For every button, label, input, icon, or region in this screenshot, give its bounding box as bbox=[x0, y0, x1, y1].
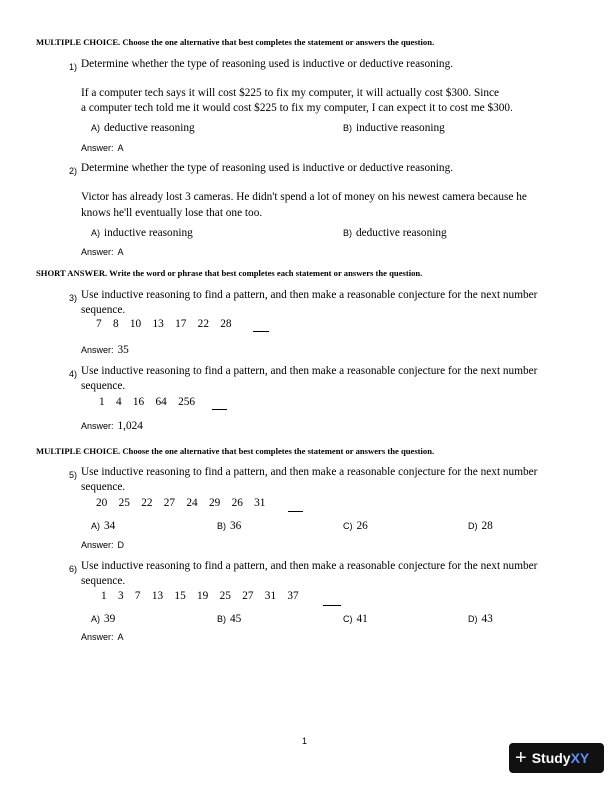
answer-blank bbox=[288, 511, 303, 512]
option-label: A) bbox=[91, 123, 100, 133]
studyxy-logo[interactable] bbox=[509, 743, 604, 773]
option-text: 26 bbox=[356, 520, 368, 532]
answer-value: A bbox=[117, 143, 124, 153]
option-a bbox=[91, 223, 193, 241]
option-text: inductive reasoning bbox=[356, 122, 445, 134]
question-number: 2) bbox=[69, 166, 78, 176]
logo-text-study: Study bbox=[531, 750, 571, 766]
option-label: A) bbox=[91, 228, 100, 238]
answer-blank bbox=[253, 331, 269, 332]
option-text: inductive reasoning bbox=[104, 227, 193, 239]
answer bbox=[81, 535, 124, 553]
option-label: B) bbox=[343, 228, 352, 238]
option-a bbox=[91, 609, 115, 627]
question-prompt: sequence. bbox=[81, 481, 126, 493]
option-label: C) bbox=[343, 521, 353, 531]
option-a bbox=[91, 118, 195, 136]
question-prompt: Use inductive reasoning to find a pattern, and then make a reasonable conjecture for the next number bbox=[81, 365, 538, 377]
section-header-short-answer: SHORT ANSWER. Write the word or phrase that best completes each statement or answers the question. bbox=[36, 268, 423, 278]
answer bbox=[81, 242, 124, 260]
answer-label: Answer: bbox=[81, 540, 114, 550]
answer-blank bbox=[212, 409, 227, 410]
question-prompt: sequence. bbox=[81, 575, 126, 587]
answer-label: Answer: bbox=[81, 632, 114, 642]
option-b bbox=[217, 609, 241, 627]
answer-label: Answer: bbox=[81, 345, 114, 355]
option-c bbox=[343, 516, 368, 534]
question-prompt: sequence. bbox=[81, 304, 126, 316]
option-label: A) bbox=[91, 521, 100, 531]
question-number: 6) bbox=[69, 564, 78, 574]
option-label: D) bbox=[468, 521, 478, 531]
question-body: knows he'll eventually lose that one too. bbox=[81, 207, 263, 219]
option-label: C) bbox=[343, 614, 353, 624]
answer-blank bbox=[323, 605, 341, 606]
option-text: 43 bbox=[481, 613, 493, 625]
option-text: 41 bbox=[356, 613, 368, 625]
answer bbox=[81, 340, 129, 358]
option-a bbox=[91, 516, 115, 534]
option-text: 36 bbox=[230, 520, 242, 532]
answer-value: D bbox=[117, 540, 125, 550]
option-text: deductive reasoning bbox=[356, 227, 447, 239]
page-number: 1 bbox=[302, 736, 308, 746]
answer-label: Answer: bbox=[81, 143, 114, 153]
option-d bbox=[468, 516, 493, 534]
question-prompt: Determine whether the type of reasoning used is inductive or deductive reasoning. bbox=[81, 162, 454, 174]
answer-value: 1,024 bbox=[117, 420, 143, 432]
question-prompt: Determine whether the type of reasoning used is inductive or deductive reasoning. bbox=[81, 58, 454, 70]
question-prompt: Use inductive reasoning to find a pattern, and then make a reasonable conjecture for the next number bbox=[81, 289, 538, 301]
question-body: a computer tech told me it would cost $225 to fix my computer, I can expect it to cost me $300. bbox=[81, 102, 513, 114]
option-c bbox=[343, 609, 368, 627]
option-label: D) bbox=[468, 614, 478, 624]
question-body: Victor has already lost 3 cameras. He didn't spend a lot of money on his newest camera because he bbox=[81, 191, 527, 203]
answer-value: A bbox=[117, 247, 124, 257]
section-header-multiple-choice: MULTIPLE CHOICE. Choose the one alternative that best completes the statement or answers the question. bbox=[36, 446, 435, 456]
option-label: A) bbox=[91, 614, 100, 624]
option-text: 39 bbox=[104, 613, 116, 625]
option-label: B) bbox=[217, 614, 226, 624]
answer-value: A bbox=[117, 632, 124, 642]
option-label: B) bbox=[343, 123, 352, 133]
answer-label: Answer: bbox=[81, 247, 114, 257]
answer bbox=[81, 627, 124, 645]
question-number: 5) bbox=[69, 470, 78, 480]
answer bbox=[81, 416, 143, 434]
number-sequence: 20 25 22 27 24 29 26 31 bbox=[96, 497, 266, 509]
question-number: 4) bbox=[69, 369, 78, 379]
option-d bbox=[468, 609, 493, 627]
option-b bbox=[343, 223, 447, 241]
question-prompt: Use inductive reasoning to find a pattern, and then make a reasonable conjecture for the next number bbox=[81, 560, 538, 572]
question-prompt: Use inductive reasoning to find a pattern, and then make a reasonable conjecture for the next number bbox=[81, 466, 538, 478]
answer bbox=[81, 138, 124, 156]
logo-text-xy: XY bbox=[570, 750, 590, 766]
section-header-multiple-choice: MULTIPLE CHOICE. Choose the one alternative that best completes the statement or answers the question. bbox=[36, 37, 435, 47]
answer-value: 35 bbox=[117, 344, 129, 356]
option-text: 34 bbox=[104, 520, 116, 532]
option-text: 28 bbox=[481, 520, 493, 532]
number-sequence: 1 3 7 13 15 19 25 27 31 37 bbox=[101, 590, 299, 602]
option-b bbox=[343, 118, 445, 136]
number-sequence: 1 4 16 64 256 bbox=[99, 396, 196, 408]
option-text: deductive reasoning bbox=[104, 122, 195, 134]
answer-label: Answer: bbox=[81, 421, 114, 431]
question-prompt: sequence. bbox=[81, 380, 126, 392]
option-text: 45 bbox=[230, 613, 242, 625]
option-b bbox=[217, 516, 241, 534]
question-body: If a computer tech says it will cost $225 to fix my computer, it will actually cost $300. Since bbox=[81, 87, 500, 99]
question-number: 1) bbox=[69, 62, 78, 72]
number-sequence: 7 8 10 13 17 22 28 bbox=[96, 318, 232, 330]
question-number: 3) bbox=[69, 293, 78, 303]
option-label: B) bbox=[217, 521, 226, 531]
plus-icon: + bbox=[515, 747, 527, 769]
